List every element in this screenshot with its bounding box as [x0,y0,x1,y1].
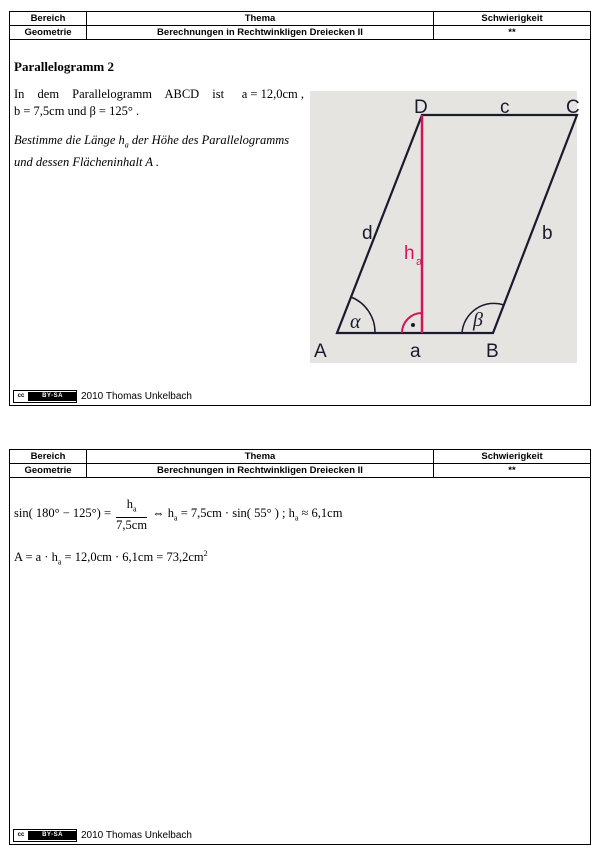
header-topic-label: Thema [87,12,434,26]
vertex-label-c: C [566,97,580,118]
header-topic-value: Berechnungen in Rechtwinkligen Dreiecken II [87,464,434,478]
cc-by-sa-badge: cc BY-SA [13,390,77,403]
right-angle-dot [411,323,415,327]
header-topic-value: Berechnungen in Rechtwinkligen Dreiecken II [87,26,434,40]
side-label-c: c [500,97,510,118]
solution-line-area: $A = a \cdot h_a = 12,0cm \cdot 6,1cm = 73,2cm^2$ [14,549,208,567]
problem-intro: In dem Parallelogramm ABCD ist [14,87,225,101]
fraction: $\frac{h_a}{7,5cm}$ [116,497,148,532]
worksheet-card-solution [9,449,591,845]
solution-line-height: sin( 180° − 125°) = $\frac{h_a}{7,5cm}$ ⇔ $h_a = 7,5cm \cdot \sin$( 55° ) ; $h_a \approx 6,1cm$ [14,497,343,532]
side-label-d: d [362,223,373,244]
footer-text: 2010 Thomas Unkelbach [81,390,192,402]
cc-by-sa-badge: cc BY-SA [13,829,77,842]
parallelogram-diagram [310,91,580,363]
header-difficulty-label: Schwierigkeit [434,450,591,464]
parallelogram-figure [310,91,580,363]
problem-given-a: a = 12,0cm , [241,87,304,101]
vertex-label-d: D [414,97,428,118]
header-area-label: Bereich [10,12,87,26]
footer-text: 2010 Thomas Unkelbach [81,829,192,841]
header-difficulty-value: ** [434,26,591,40]
header-table [10,12,590,40]
problem-task: Bestimme die Länge $h_a$ der Höhe des Parallelogramms und dessen Flächeninhalt A . [14,133,290,169]
header-topic-label: Thema [87,450,434,464]
alpha-label: α [350,311,361,333]
license-footer [13,828,192,842]
height-label: h [404,243,415,264]
right-angle-arc [402,313,422,333]
header-area-value: Geometrie [10,464,87,478]
parallelogram-outline [337,115,577,333]
vertex-label-b: B [486,341,499,362]
problem-title: Parallelogramm 2 [14,59,114,74]
header-difficulty-label: Schwierigkeit [434,12,591,26]
problem-given-rest: b = 7,5cm und β = 125° . [14,104,140,118]
license-footer [13,389,192,403]
header-table [10,450,590,478]
side-label-a: a [410,341,421,362]
header-area-label: Bereich [10,450,87,464]
problem-statement [14,86,304,171]
height-label-sub: a [416,256,423,268]
worksheet-card-problem [9,11,591,406]
beta-label: β [473,309,483,331]
header-area-value: Geometrie [10,26,87,40]
side-label-b: b [542,223,553,244]
header-difficulty-value: ** [434,464,591,478]
vertex-label-a: A [314,341,327,362]
